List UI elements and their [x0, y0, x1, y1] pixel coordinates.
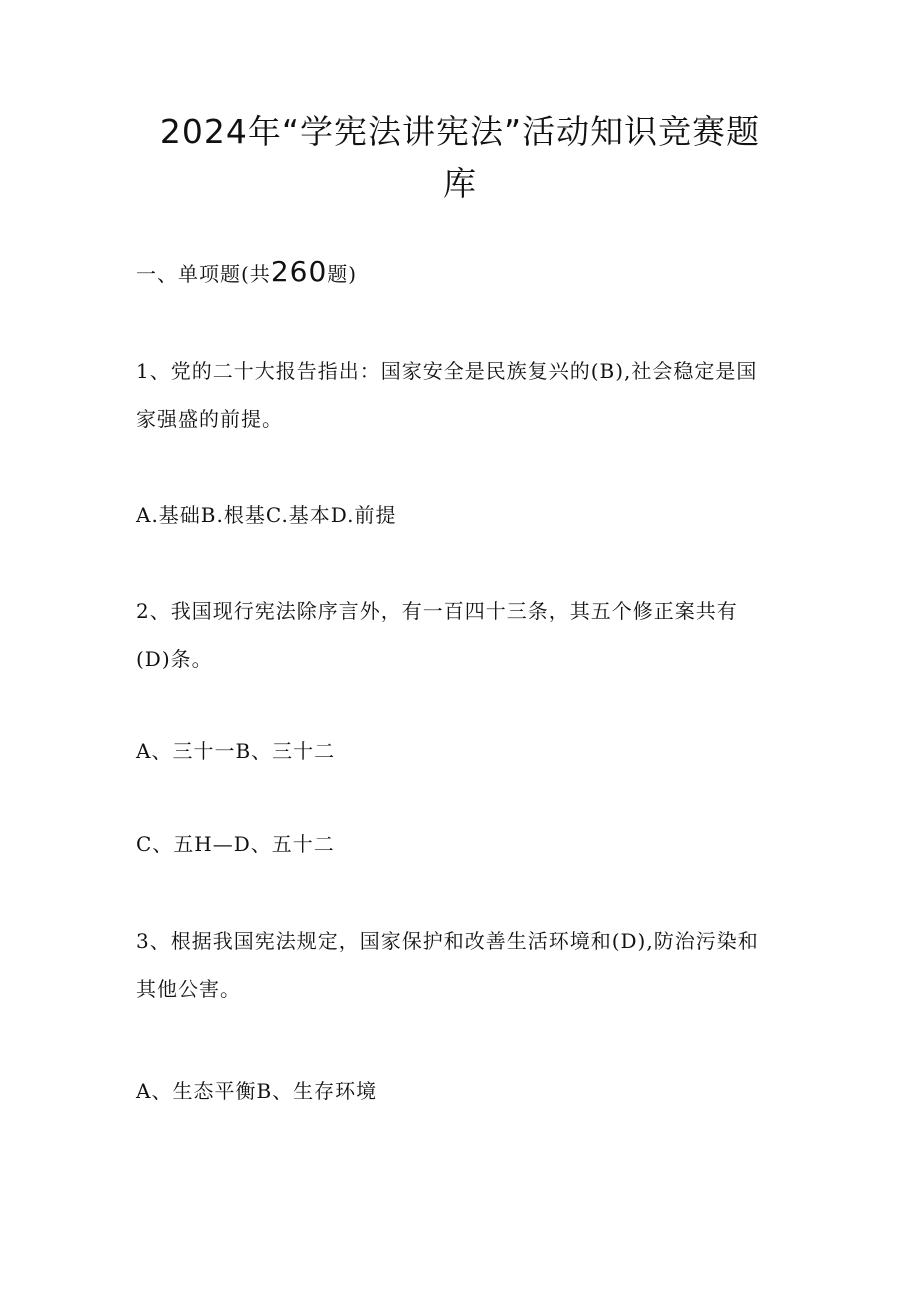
section-heading	[136, 255, 358, 288]
question-2-options-cd: C、五H—D、五十二	[136, 832, 335, 856]
document-title-line-1: 2024年“学宪法讲宪法”活动知识竞赛题	[159, 112, 761, 151]
question-2-line-2: (D)条。	[136, 647, 213, 671]
question-1-line-1: 1、党的二十大报告指出：国家安全是民族复兴的(B),社会稳定是国	[136, 359, 758, 383]
question-1-options: A.基础B.根基C.基本D.前提	[136, 503, 397, 527]
question-3-line-2: 其他公害。	[136, 977, 241, 1001]
section-suffix: 题)	[327, 262, 358, 286]
question-3-line-1: 3、根据我国宪法规定，国家保护和改善生活环境和(D),防治污染和	[136, 929, 759, 953]
section-count: 260	[270, 255, 328, 288]
question-1-line-2: 家强盛的前提。	[136, 407, 283, 431]
section-prefix: 一、单项题(共	[136, 262, 271, 286]
document-title-line-2: 库	[443, 164, 477, 203]
question-2-options-ab: A、三十一B、三十二	[136, 739, 336, 763]
question-2-line-1: 2、我国现行宪法除序言外，有一百四十三条，其五个修正案共有	[136, 599, 738, 623]
question-3-options-ab: A、生态平衡B、生存环境	[136, 1079, 378, 1103]
